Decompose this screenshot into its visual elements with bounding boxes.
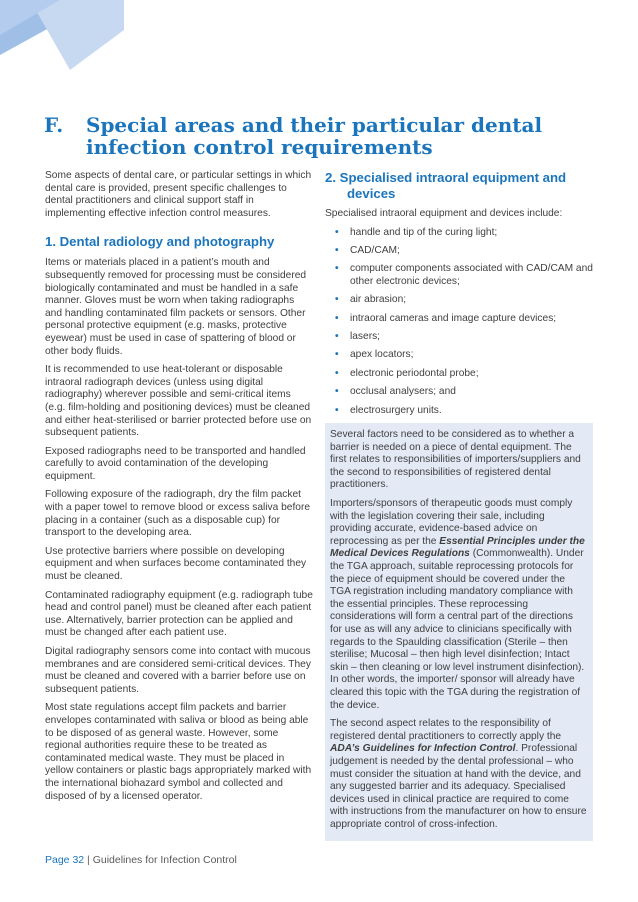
paragraph: Digital radiography sensors come into contact with mucous membranes and are considered semi-critical devices. They must be cleaned and covered with a barrier before use on subsequent patients.	[45, 646, 311, 695]
list-item: • lasers;	[335, 331, 593, 343]
paragraph: Use protective barriers where possible on developing equipment and when surfaces become contaminated they must be cleaned.	[45, 545, 307, 583]
box-text: The second aspect relates to the responsibility of registered dental practitioners to correctly apply the	[330, 718, 562, 742]
box-text: (Commonwealth). Under the TGA approach, suitable reprocessing protocols for the piece of equipment should be covered under the TGA registration including mandatory compliance with the essential principles. These reprocessing considerations will form a central part of the directions for use as will any advice to clinicians specifically with regards to the Spaulding classification (Sterile – then sterilise; Mucosal – then high level disinfection; Intact skin – then cleaning or low level instrument disinfection). In other words, the importer/ sponsor will already have cleared this topic with the TGA during the registration of the device.	[330, 548, 585, 711]
left-column	[45, 170, 313, 809]
page-number: Page 32	[45, 854, 85, 866]
box-text: Importers/sponsors of therapeutic goods must comply with the legislation covering their sale, including providing accurate, evidence-based advice on reprocessing as per the	[330, 498, 573, 547]
box-text: . Professional judgement is needed by the dental professional – who must consider the situation at hand with the device, and any suggested barrier and its adequacy. Specialised devices used in clinical practice are required to come with instructions from the manufacturer on how to ensure appropriate control of cross-infection.	[330, 743, 587, 830]
device-list	[335, 227, 593, 417]
section-2-title: 2. Specialised intraoral equipment and devices	[325, 170, 567, 201]
page-footer	[45, 854, 237, 866]
corner-decoration	[0, 0, 130, 70]
list-item: • computer components associated with CAD/CAM and other electronic devices;	[335, 263, 593, 288]
right-column	[325, 170, 593, 841]
paragraph: Exposed radiographs need to be transported and handled carefully to avoid contamination of the developing equipment.	[45, 445, 306, 482]
info-box	[325, 423, 593, 841]
essential-principles-title: Essential Principles under the Medical Devices Regulations	[330, 535, 585, 560]
section-heading	[44, 114, 604, 158]
list-item: • intraoral cameras and image capture devices;	[335, 313, 593, 325]
footer-separator: |	[84, 854, 93, 866]
list-item: • air abrasion;	[335, 294, 593, 306]
list-item: • electrosurgery units.	[335, 405, 593, 417]
ada-guidelines-title: ADA’s Guidelines for Infection Control	[330, 743, 516, 755]
paragraph: Most state regulations accept film packets and barrier envelopes contaminated with saliva or blood as being able to be disposed of as general waste. However, some regional authorities require these to be treated as contaminated medical waste. They must be placed in yellow containers or plastic bags appropriately marked with the international biohazard symbol and collected and disposed of by a licensed operator.	[45, 702, 312, 802]
list-item: • electronic periodontal probe;	[335, 368, 593, 380]
list-item: • apex locators;	[335, 349, 593, 361]
box-paragraph-3	[330, 718, 587, 831]
box-paragraph-2	[330, 498, 587, 712]
list-intro: Specialised intraoral equipment and devices include:	[325, 208, 563, 219]
list-item: • handle and tip of the curing light;	[335, 227, 593, 239]
heading-line-2: infection control requirements	[86, 135, 433, 159]
heading-line-1: Special areas and their particular dental	[86, 113, 543, 137]
list-item: • CAD/CAM;	[335, 245, 593, 257]
paragraph: Contaminated radiography equipment (e.g. radiograph tube head and control panel) must be cleaned after each patient use. Alternatively, barrier protection can be applied and must be changed after each patient use.	[45, 589, 313, 639]
paragraph: Items or materials placed in a patient’s mouth and subsequently removed for processing must be considered biologically contaminated and must be handled in a safe manner. Gloves must be worn when taking radiographs and handling contaminated film packets or sensors. Other personal protective equipment (e.g. masks, protective eyewear) must be used in case of spattering of blood or other body fluids.	[45, 257, 307, 357]
paragraph: It is recommended to use heat-tolerant or disposable intraoral radiograph devices (unless using digital radiography) wherever possible and semi-critical items (e.g. film-holding and positioning devices) must be cleaned and either heat-sterilised or barrier protected before use on subsequent patients.	[45, 364, 312, 439]
paragraph: Following exposure of the radiograph, dry the film packet with a paper towel to remove blood or excess saliva before placing in a container (such as a disposable cup) for transport to the developing area.	[45, 489, 311, 539]
section-1-title: 1. Dental radiology and photography	[45, 234, 275, 250]
intro-paragraph: Some aspects of dental care, or particular settings in which dental care is provided, present specific challenges to dental practitioners and clinical support staff in implementing effective infection control measures.	[45, 170, 312, 219]
footer-title: Guidelines for Infection Control	[92, 854, 237, 866]
box-paragraph-1: Several factors need to be considered as to whether a barrier is needed on a piece of dental equipment. The first relates to responsibilities of importers/suppliers and the second to responsibilities of registered dental practitioners.	[330, 429, 581, 491]
section-letter: F.	[44, 113, 64, 137]
list-item: • occlusal analysers; and	[335, 386, 593, 398]
